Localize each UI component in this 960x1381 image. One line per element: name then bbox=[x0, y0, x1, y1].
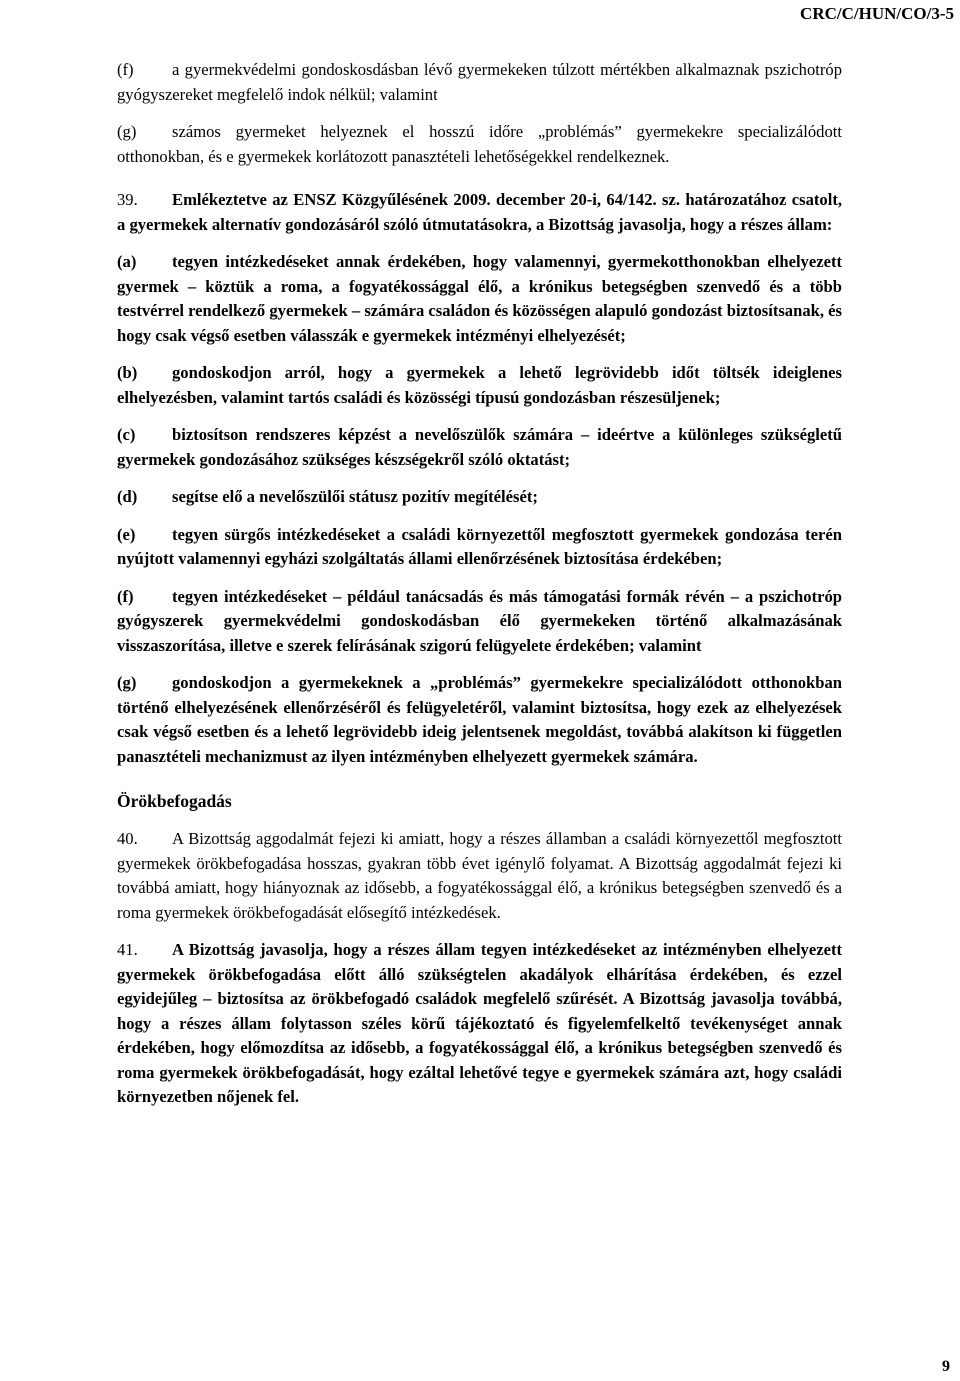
item-label: (e) bbox=[117, 524, 136, 544]
recommendation-a bbox=[117, 250, 842, 348]
recommendation-b bbox=[117, 361, 842, 410]
item-label: (g) bbox=[117, 673, 137, 692]
item-label: (d) bbox=[117, 487, 138, 506]
item-label: (g) bbox=[117, 122, 137, 141]
paragraph-number: 39. bbox=[117, 190, 138, 209]
item-text: segítse elő a nevelőszülői státusz pozitív megítélését; bbox=[172, 487, 538, 506]
document-code-header: CRC/C/HUN/CO/3-5 bbox=[800, 4, 954, 23]
item-text: számos gyermeket helyeznek el hosszú időre „problémás” gyermekekre specializálódott otthonokban, és e gyermekek korlátozott panasztételi lehetőségekkel rendelkeznek. bbox=[117, 122, 842, 166]
page-number: 9 bbox=[942, 1358, 950, 1375]
item-text: gondoskodjon a gyermekeknek a „problémás” gyermekekre specializálódott otthonokban történő elhelyezésének ellenőrzéséről és felügyeletéről, valamint biztosítsa, hogy ezek az elhelyezések csak végső esetben és a lehető legrövidebb ideig jelentsenek megoldást, továbbá alakítson ki független panasztételi mechanizmust az ilyen intézményben elhelyezett gyermekek számára. bbox=[117, 673, 842, 766]
paragraph-g-previous bbox=[117, 120, 842, 169]
recommendation-g bbox=[117, 671, 842, 769]
item-label: (f) bbox=[117, 60, 134, 79]
recommendation-e bbox=[117, 523, 842, 572]
item-label: (b) bbox=[117, 363, 138, 382]
item-text: a gyermekvédelmi gondoskosdásban lévő gyermekeken túlzott mértékben alkalmaznak pszichotróp gyógyszereket megfelelő indok nélkül; valamint bbox=[117, 60, 842, 104]
item-text: gondoskodjon arról, hogy a gyermekek a lehető legrövidebb időt töltsék ideiglenes elhelyezésben, valamint tartós családi és közösségi típusú gondozásban részesüljenek; bbox=[117, 363, 842, 407]
section-heading: Örökbefogadás bbox=[117, 791, 232, 811]
item-label: (c) bbox=[117, 425, 136, 444]
item-label: (a) bbox=[117, 252, 137, 271]
item-text: tegyen intézkedéseket – például tanácsadás és más támogatási formák révén – a pszichotróp gyógyszerek gyermekvédelmi gondoskodásban élő gyermekeken történő alkalmazásának visszaszorítása, illetve e szerek felírásának szigorú felügyelete érdekében; valamint bbox=[117, 586, 842, 655]
recommendation-c bbox=[117, 423, 842, 472]
recommendation-f bbox=[117, 585, 842, 659]
paragraph-text: A Bizottság javasolja, hogy a részes állam tegyen intézkedéseket az intézményben elhelyezett gyermekek örökbefogadása előtt álló szükségtelen akadályok elhárítása érdekében, és ezzel egyidejűleg – biztosítsa az örökbefogadó családok megfelelő szűrését. A Bizottság javasolja továbbá, hogy a részes állam folytasson széles körű tájékoztató és figyelemfelkeltő tevékenységet annak érdekében, hogy előmozdítsa az idősebb, a fogyatékossággal élő, a krónikus betegségben szenvedő és roma gyermekek örökbefogadását, hogy ezáltal lehetővé tegye e gyermekek számára azt, hogy családi környezetben nőjenek fel. bbox=[117, 940, 842, 1106]
paragraph-40 bbox=[117, 827, 842, 925]
paragraph-text: Emlékeztetve az ENSZ Közgyűlésének 2009. december 20-i, 64/142. sz. határozatához csatolt, a gyermekek alternatív gondozásáról szóló útmutatásokra, a Bizottság javasolja, hogy a részes állam: bbox=[117, 190, 842, 234]
item-text: tegyen intézkedéseket annak érdekében, hogy valamennyi, gyermekotthonokban elhelyezett gyermek – köztük a roma, a fogyatékossággal élő, a krónikus betegségben szenvedő és a több testvérrel rendelkező gyermekek – számára családon és közösségen alapuló gondozást biztosítsanak, és hogy csak végső esetben válasszák e gyermekek intézményi elhelyezését; bbox=[117, 252, 842, 345]
paragraph-f-previous bbox=[117, 58, 842, 107]
document-body bbox=[117, 58, 842, 1110]
item-label: (f) bbox=[117, 586, 134, 606]
item-text: biztosítson rendszeres képzést a nevelőszülők számára – ideértve a különleges szükségletű gyermekek gondozásához szükséges készségekről szóló oktatást; bbox=[117, 425, 842, 469]
item-text: tegyen sürgős intézkedéseket a családi környezettől megfosztott gyermekek gondozása terén nyújtott valamennyi egyházi szolgáltatás állami ellenőrzésének biztosítása érdekében; bbox=[117, 524, 842, 568]
paragraph-text: A Bizottság aggodalmát fejezi ki amiatt, hogy a részes államban a családi környezettől megfosztott gyermekek örökbefogadása hosszas, gyakran több évet igénylő folyamat. A Bizottság aggodalmát fejezi ki továbbá amiatt, hogy hiányoznak az idősebb, a fogyatékossággal élő, a krónikus betegségben szenvedő és a roma gyermekek örökbefogadását elősegítő intézkedések. bbox=[117, 829, 842, 922]
paragraph-number: 40. bbox=[117, 829, 138, 848]
paragraph-41 bbox=[117, 938, 842, 1110]
paragraph-number: 41. bbox=[117, 940, 138, 959]
recommendation-d bbox=[117, 485, 842, 510]
paragraph-39 bbox=[117, 188, 842, 237]
